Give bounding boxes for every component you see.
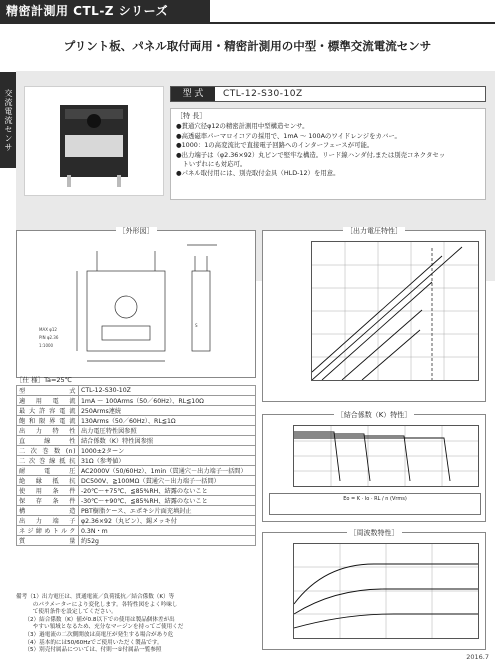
note-line: のパラメーターにより変化します。各特性図をよく吟味し <box>16 601 178 608</box>
note-line: やすい領域となるため、充分なマージンを持ってご使用くだ <box>16 624 184 631</box>
features-box <box>170 108 486 200</box>
spec-row <box>17 426 256 436</box>
spec-key: ネジ締めトルク <box>17 526 79 536</box>
svg-text:S: S <box>195 323 198 328</box>
spec-value: 約52g <box>79 536 256 546</box>
model-value: CTL-12-S30-10Z <box>223 89 303 99</box>
note-line: （3）過電流の二次側開放は高電圧が発生する場合があり危 <box>16 631 174 638</box>
feature-item: ●パネル取付用には、別売取付金具（HLD-12）を用意。 <box>176 169 340 178</box>
spec-row <box>17 396 256 406</box>
output-title: ［出力電圧特性］ <box>343 227 405 235</box>
spec-value: PBT樹脂ケース、エポキシ片面充填封止 <box>79 506 256 516</box>
svg-text:1:1000: 1:1000 <box>39 343 54 348</box>
coupling-note: Eo = K · Io · RL / n (Vrms) <box>269 493 481 515</box>
feature-item: ●貫通穴径φ12の精密計測用中型構造センサ。 <box>176 122 309 131</box>
outline-title: ［外形図］ <box>116 227 157 235</box>
spec-row <box>17 506 256 516</box>
spec-key: 出力特性 <box>17 426 79 436</box>
spec-key: 耐電圧 <box>17 466 79 476</box>
spec-row <box>17 536 256 546</box>
spec-key: 最大許容電流 <box>17 406 79 416</box>
note-line: （5）別売付属品については、付則一①付属品一覧参照 <box>16 647 162 654</box>
spec-row <box>17 436 256 446</box>
spec-key: 質量 <box>17 536 79 546</box>
notes-block <box>16 594 256 655</box>
features-title: ［特 長］ <box>176 112 207 120</box>
outline-panel <box>16 227 256 378</box>
spec-row <box>17 446 256 456</box>
page-subtitle: プリント板、パネル取付両用・精密計測用の中型・標準交流電流センサ <box>63 39 432 53</box>
model-box <box>170 86 486 102</box>
spec-row <box>17 476 256 486</box>
outline-drawing <box>17 231 255 377</box>
spec-table <box>16 385 256 546</box>
note-line: （2）結合係数（K）値が0.8以下での使用は製品個体差が出 <box>16 616 175 623</box>
spec-value: 1000±2ターン <box>79 446 256 456</box>
spec-value: 130Arms（50／60Hz）、RL≦1Ω <box>79 416 256 426</box>
spec-value: -20℃～+75℃、≦85%RH、結露のないこと <box>79 486 256 496</box>
feature-item: ●1000：1の高変流比で直接電子回路へのインターフェースが可能。 <box>176 141 374 150</box>
spec-key: 出力端子 <box>17 516 79 526</box>
spec-row <box>17 496 256 506</box>
spec-key: 飽和限界電流 <box>17 416 79 426</box>
spec-value: φ2.36×92（丸ピン）、錫メッキ付 <box>79 516 256 526</box>
output-graph <box>311 241 479 381</box>
edition-date: 2016.7 <box>466 653 489 661</box>
spec-value: AC2000V（50/60Hz）、1min（貫通穴－出力端子一括間） <box>79 466 256 476</box>
spec-title: ［仕 様］Ta=25℃ <box>16 376 72 384</box>
frequency-title: ［周波数特性］ <box>347 529 402 537</box>
spec-key: 絶縁抵抗 <box>17 476 79 486</box>
svg-text:MAX φ12: MAX φ12 <box>39 327 57 332</box>
svg-text:PIN φ2.36: PIN φ2.36 <box>39 335 59 340</box>
spec-value: 31Ω（参考値） <box>79 456 256 466</box>
coupling-panel <box>262 411 486 522</box>
model-label: 型 式 <box>171 87 215 101</box>
spec-key: 構造 <box>17 506 79 516</box>
feature-item: トいずれにも対応可。 <box>176 160 247 169</box>
spec-row <box>17 526 256 536</box>
spec-key: 保存条件 <box>17 496 79 506</box>
spec-key: 直線性 <box>17 436 79 446</box>
spec-row <box>17 456 256 466</box>
side-category-tab: 交流電流センサ <box>0 72 16 168</box>
spec-row <box>17 516 256 526</box>
spec-value: 0.3N・m <box>79 526 256 536</box>
spec-row <box>17 416 256 426</box>
spec-value: -30℃～+90℃、≦85%RH、結露のないこと <box>79 496 256 506</box>
product-photo <box>24 86 164 196</box>
spec-value: 1mA ～ 100Arms（50／60Hz）、RL≦10Ω <box>79 396 256 406</box>
header-rule <box>0 22 495 24</box>
frequency-graph <box>293 543 479 639</box>
spec-value: CTL-12-S30-10Z <box>79 386 256 396</box>
spec-value: 出力電圧特性図参照 <box>79 426 256 436</box>
series-title: 精密計測用 CTL-Z シリーズ <box>0 0 210 22</box>
frequency-panel <box>262 529 486 650</box>
note-line: （4）基本的には50/60Hzでご使用いただく製品です。 <box>16 639 163 646</box>
spec-row <box>17 386 256 396</box>
note-line: て使用条件を設定してください。 <box>16 609 117 616</box>
note-line: 備考（1）出力電圧は、貫通電流／負荷抵抗／結合係数（K）等 <box>16 594 175 600</box>
spec-key: 二次巻線抵抗 <box>17 456 79 466</box>
output-voltage-panel <box>262 227 486 402</box>
spec-value: 250Arms連続 <box>79 406 256 416</box>
feature-item: ●出力端子は（φ2.36×92）丸ピンで堅牢な構造。リード線ハンダ付,または別売コネクタセッ <box>176 150 446 159</box>
spec-value: DC500V、≧100MΩ（貫通穴－出力端子一括間） <box>79 476 256 486</box>
spec-key: 適用電流 <box>17 396 79 406</box>
coupling-graph <box>293 425 479 487</box>
spec-key: 二次巻数(n) <box>17 446 79 456</box>
spec-value: 結合係数（K）特性図参照 <box>79 436 256 446</box>
feature-item: ●高透磁率パーマロイコアの採用で、1mA ～ 100Aのワイドレンジをカバー。 <box>176 131 401 140</box>
spec-row <box>17 466 256 476</box>
spec-key: 使用条件 <box>17 486 79 496</box>
spec-row <box>17 406 256 416</box>
coupling-title: ［結合係数（K）特性］ <box>334 411 415 419</box>
spec-row <box>17 486 256 496</box>
spec-key: 型式 <box>17 386 79 396</box>
